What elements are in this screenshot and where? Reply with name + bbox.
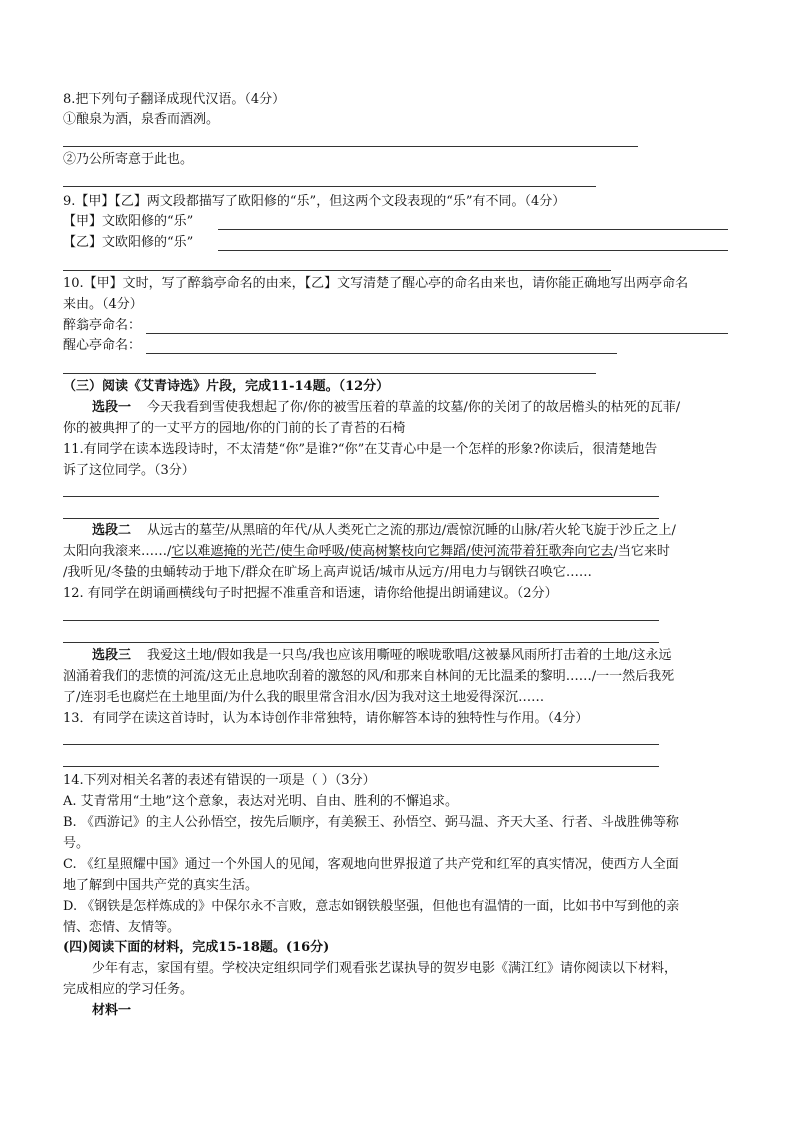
q9-jia-label: 【甲】文欧阳修的“乐”: [63, 214, 194, 229]
q10-xingxin-answer-line[interactable]: [146, 353, 617, 354]
excerpt-3-label: 选段三: [92, 648, 132, 663]
q9-yi-answer-line[interactable]: [218, 250, 728, 251]
q10-answer-line-3[interactable]: [63, 373, 596, 374]
q14-option-c-line-2: 地了解到中国共产党的真实生活。: [63, 878, 259, 893]
excerpt-1-line-1: 选段一 今天我看到雪使我想起了你/你的被雪压着的草盖的坟墓/你的关闭了的故居檐头的枯死的瓦菲/: [92, 400, 681, 415]
q14-option-c-line-1: C. 《红星照耀中国》通过一个外国人的见闻，客观地向世界报道了共产党和红军的真实情况，使西方人全面: [63, 857, 679, 872]
q9-title: 9.【甲】【乙】两文段都描写了欧阳修的“乐”，但这两个文段表现的“乐”有不同。（4分）: [63, 194, 566, 209]
q10-title-line-2: 来由。（4分）: [63, 297, 143, 312]
q10-title-line-1: 10.【甲】文时，写了醉翁亭命名的由来，【乙】文写清楚了醒心亭的命名由来也，请你能正确地写出两亭命名: [63, 276, 689, 291]
q14-option-b-line-1: B. 《西游记》的主人公孙悟空，按先后顺序，有美猴王、孙悟空、弼马温、齐天大圣、行者、斗战胜佛等称: [63, 815, 679, 830]
q9-answer-line-3[interactable]: [63, 270, 611, 271]
q13-title: 13．有同学在读这首诗时，认为本诗创作非常独特，请你解答本诗的独特性与作用。（4分）: [63, 711, 589, 726]
q10-xingxin-label: 醒心亭命名：: [63, 338, 142, 353]
q8-answer-line-2[interactable]: [63, 186, 596, 187]
excerpt-3-line-3: 了/连羽毛也腐烂在土地里面/为什么我的眼里常含泪水/因为我对这土地爱得深沉……: [63, 690, 545, 705]
q13-answer-line-2[interactable]: [63, 766, 659, 767]
q13-answer-line-1[interactable]: [63, 744, 659, 745]
part4-intro-line-1: 少年有志，家国有望。学校决定组织同学们观看张艺谋执导的贺岁电影《满江红》请你阅读以下材料，: [92, 961, 678, 976]
q11-line-2: 诉了这位同学。（3分）: [63, 463, 195, 478]
q10-zuiweng-answer-line[interactable]: [146, 333, 728, 334]
excerpt-2-line-3: /我听见/冬蛰的虫蛹转动于地下/群众在旷场上高声说话/城市从远方/用电力与钢铁召唤它……: [63, 565, 592, 580]
q14-option-d-line-1: D. 《钢铁是怎样炼成的》中保尔永不言败，意志如钢铁般坚强，但他也有温情的一面，比如书中写到他的亲: [63, 899, 680, 914]
excerpt-3-line-1: 选段三 我爱这土地/假如我是一只鸟/我也应该用嘶哑的喉咙歌唱/这被暴风雨所打击着的土地/这永远: [92, 648, 672, 663]
q11-answer-line-2[interactable]: [63, 518, 659, 519]
part3-heading: （三）阅读《艾青诗选》片段，完成11-14题。（12分）: [63, 379, 390, 394]
q12-answer-line-1[interactable]: [63, 620, 659, 621]
q8-title: 8.把下列句子翻译成现代汉语。（4分）: [63, 92, 286, 107]
excerpt-2-line-1: 选段二 从远古的墓茔/从黑暗的年代/从人类死亡之流的那边/震惊沉睡的山脉/若火轮飞旋于沙丘之上/: [92, 523, 676, 538]
q14-title: 14.下列对相关名著的表述有错误的一项是（ ）（3分）: [63, 773, 376, 788]
q14-option-b-line-2: 号。: [63, 836, 90, 851]
excerpt-2-label: 选段二: [92, 523, 132, 538]
q12-answer-line-2[interactable]: [63, 642, 659, 643]
excerpt-2-line-2: 太阳向我滚来……/它以难遮掩的光芒/使生命呼吸/使高树繁枝向它舞蹈/使河流带着狂歌奔向它去/当它来时: [63, 544, 670, 559]
q8-sentence-2: ②乃公所寄意于此也。: [63, 152, 194, 167]
q8-sentence-1: ①酿泉为酒，泉香而酒冽。: [63, 112, 220, 127]
q11-answer-line-1[interactable]: [63, 496, 659, 497]
q14-option-a: A. 艾青常用“土地”这个意象，表达对光明、自由、胜利的不懈追求。: [63, 794, 458, 809]
excerpt-1-label: 选段一: [92, 400, 132, 415]
q10-zuiweng-label: 醉翁亭命名：: [63, 318, 142, 333]
q9-jia-answer-line[interactable]: [218, 229, 728, 230]
q12-title: 12. 有同学在朗诵画横线句子时把握不准重音和语速，请你给他提出朗诵建议。（2分）: [63, 586, 558, 601]
q9-yi-label: 【乙】文欧阳修的“乐”: [63, 235, 194, 250]
material-1-heading: 材料一: [92, 1003, 132, 1018]
part4-heading: (四)阅读下面的材料，完成15-18题。(16分): [63, 940, 330, 955]
q14-option-d-line-2: 情、恋情、友情等。: [63, 920, 181, 935]
excerpt-1-line-2: 你的被典押了的一丈平方的园地/你的门前的长了青苔的石椅: [63, 421, 406, 436]
excerpt-3-line-2: 汹涌着我们的悲愤的河流/这无止息地吹刮着的激怒的风/和那来自林间的无比温柔的黎明……/一一然后我死: [63, 669, 675, 684]
q8-answer-line-1[interactable]: [63, 146, 638, 147]
underlined-sentence: 它以难遮掩的光芒/使生命呼吸/使高树繁枝向它舞蹈/使河流带着狂歌奔向它去: [171, 544, 614, 559]
q11-line-1: 11.有同学在读本选段诗时，不太清楚“你”是谁?“你”在艾青心中是一个怎样的形象?你读后，很清楚地告: [63, 442, 658, 457]
part4-intro-line-2: 完成相应的学习任务。: [63, 982, 194, 997]
